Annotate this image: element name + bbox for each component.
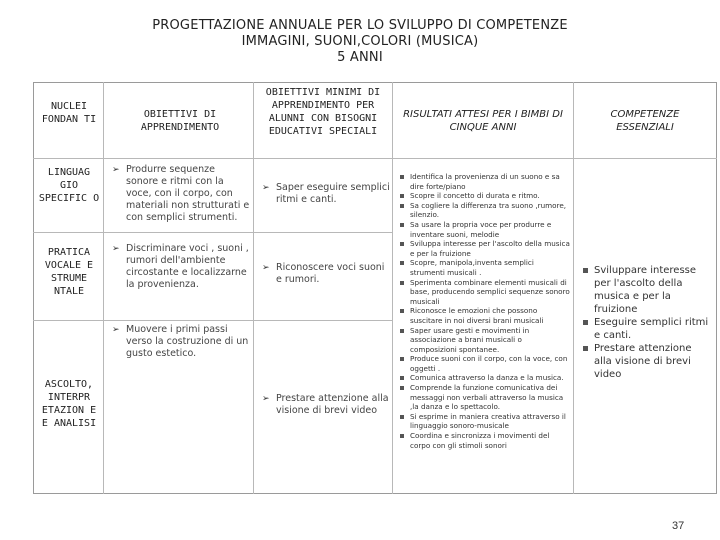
list-item: Scopre, manipola,inventa semplici strumenti musicali .: [398, 258, 570, 277]
list-item: Sperimenta combinare elementi musicali di base, producendo semplici sequenze sonoro musicali: [398, 278, 570, 307]
list-item: Riconosce le emozioni che possono suscitare in noi diversi brani musicali: [398, 306, 570, 325]
obiettivo-1: ➢ Produrre sequenze sonore e ritmi con la voce, con il corpo, con materiali non strutturati e con semplici strumenti.: [112, 164, 250, 223]
square-bullet-icon: [400, 329, 404, 333]
square-bullet-icon: [400, 376, 404, 380]
page-number: 37: [672, 520, 685, 532]
arrow-bullet-icon: ➢: [112, 325, 120, 335]
header-risultati-attesi: RISULTATI ATTESI PER I BIMBI DI CINQUE ANNI: [403, 109, 563, 133]
obiettivo-3: ➢ Muovere i primi passi verso la costruzione di un gusto estetico.: [112, 324, 249, 359]
header-obiettivi-minimi: OBIETTIVI MINIMI DI APPRENDIMENTO PER ALUNNI CON BISOGNI EDUCATIVI SPECIALI: [265, 87, 381, 137]
list-item: Coordina e sincronizza i movimenti del corpo con gli stimoli sonori: [398, 431, 570, 450]
list-item: Identifica la provenienza di un suono e sa dire forte/piano: [398, 172, 570, 191]
square-bullet-icon: [400, 242, 404, 246]
risultati-attesi-list: [398, 172, 570, 450]
square-bullet-icon: [400, 357, 404, 361]
list-item: Sa cogliere la differenza tra suono ,rumore, silenzio.: [398, 201, 570, 220]
list-item: Comunica attraverso la danza e la musica.: [398, 373, 570, 383]
square-bullet-icon: [400, 386, 404, 390]
list-item: Saper usare gesti e movimenti in associazione a brani musicali o composizioni spontanee.: [398, 326, 570, 355]
square-bullet-icon: [400, 175, 404, 179]
title-line-2: IMMAGINI, SUONI,COLORI (MUSICA): [241, 34, 479, 49]
obiettivo-minimo-1: ➢ Saper eseguire semplici ritmi e canti.: [262, 182, 390, 205]
title-line-1: PROGETTAZIONE ANNUALE PER LO SVILUPPO DI COMPETENZE: [152, 18, 568, 33]
square-bullet-icon: [583, 320, 588, 325]
square-bullet-icon: [400, 434, 404, 438]
square-bullet-icon: [400, 194, 404, 198]
list-item: Sviluppare interesse per l'ascolto della musica e per la fruizione: [580, 264, 710, 316]
list-item: Scopre il concetto di durata e ritmo.: [398, 191, 570, 201]
list-item: Sviluppa interesse per l'ascolto della musica e per la fruizione: [398, 239, 570, 258]
arrow-bullet-icon: ➢: [112, 244, 120, 254]
obiettivo-minimo-3: ➢ Prestare attenzione alla visione di brevi video: [262, 393, 389, 416]
page-title: [60, 18, 660, 66]
list-item: Sa usare la propria voce per produrre e inventare suoni, melodie: [398, 220, 570, 239]
row-divider: [33, 232, 392, 233]
column-divider: [573, 82, 574, 494]
column-divider: [103, 82, 104, 494]
obiettivo-minimo-2: ➢ Riconoscere voci suoni e rumori.: [262, 262, 385, 285]
header-competenze: COMPETENZE ESSENZIALI: [610, 109, 680, 133]
square-bullet-icon: [583, 268, 588, 273]
list-item: Prestare attenzione alla visione di brevi video: [580, 342, 710, 381]
arrow-bullet-icon: ➢: [112, 165, 120, 175]
square-bullet-icon: [400, 223, 404, 227]
list-item: Si esprime in maniera creativa attraverso il linguaggio sonoro-musicale: [398, 412, 570, 431]
row-divider: [33, 320, 392, 321]
column-divider: [253, 82, 254, 494]
nucleo-pratica-vocale: PRATICA VOCALE E STRUME NTALE: [44, 247, 94, 297]
list-item: Comprende la funzione comunicativa dei messaggi non verbali attraverso la musica ,la danza e lo spettacolo.: [398, 383, 570, 412]
header-row-divider: [33, 158, 717, 159]
arrow-bullet-icon: ➢: [262, 263, 270, 273]
nucleo-linguaggio-specifico: LINGUAG GIO SPECIFIC O: [38, 167, 100, 204]
header-nuclei: NUCLEI FONDAN TI: [41, 101, 97, 125]
title-line-3: 5 ANNI: [337, 50, 383, 65]
square-bullet-icon: [583, 346, 588, 351]
competenze-essenziali-list: [580, 264, 710, 381]
square-bullet-icon: [400, 204, 404, 208]
nucleo-ascolto: ASCOLTO, INTERPR ETAZION E E ANALISI: [41, 379, 97, 429]
square-bullet-icon: [400, 309, 404, 313]
column-divider: [392, 82, 393, 494]
list-item: Produce suoni con il corpo, con la voce, con oggetti .: [398, 354, 570, 373]
list-item: Eseguire semplici ritmi e canti.: [580, 316, 710, 342]
square-bullet-icon: [400, 415, 404, 419]
arrow-bullet-icon: ➢: [262, 394, 270, 404]
header-obiettivi: OBIETTIVI DI APPRENDIMENTO: [140, 109, 220, 133]
square-bullet-icon: [400, 281, 404, 285]
arrow-bullet-icon: ➢: [262, 183, 270, 193]
obiettivo-2: ➢ Discriminare voci , suoni , rumori dell'ambiente circostante e localizzarne la provenienza.: [112, 243, 249, 290]
square-bullet-icon: [400, 261, 404, 265]
